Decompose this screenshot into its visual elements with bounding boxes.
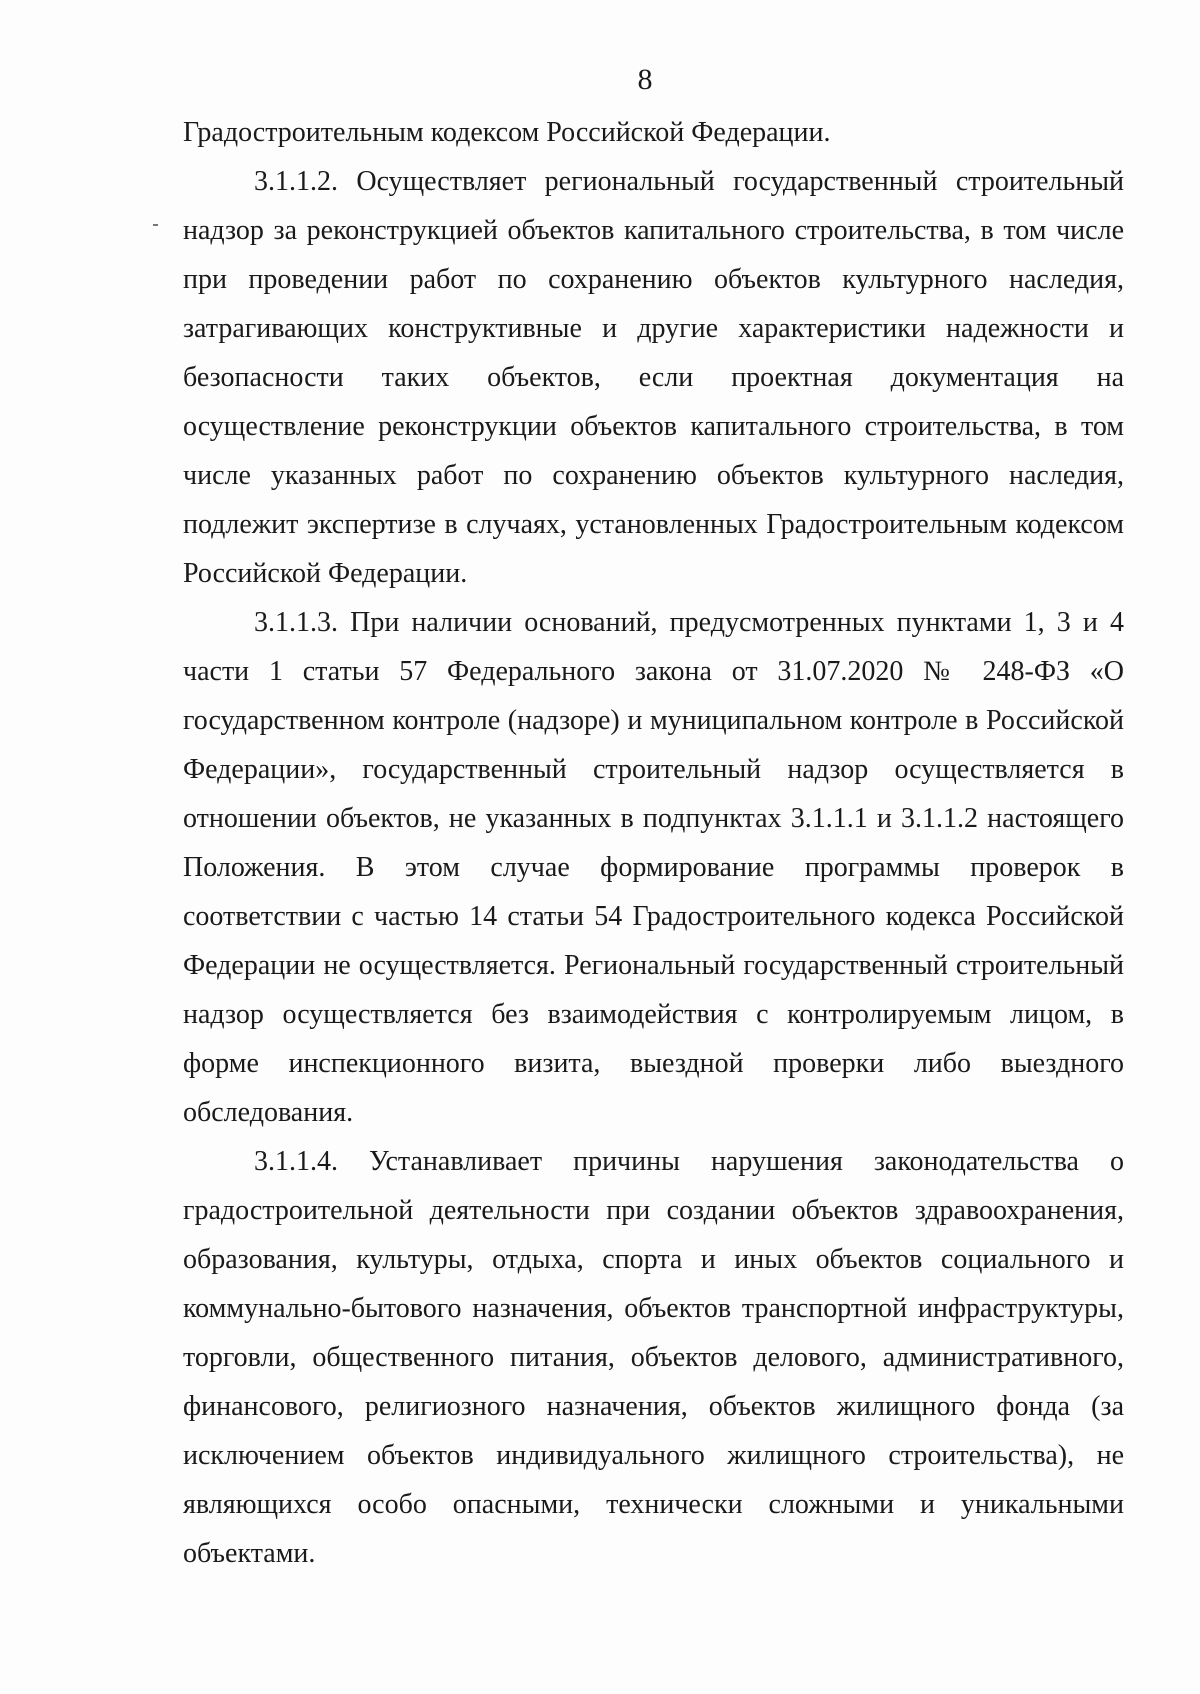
paragraph-3-1-1-4: 3.1.1.4. Устанавливает причины нарушения законодательства о градостроительной деятельности при создании объектов здравоохранения, образования, культуры, отдыха, спорта и иных объектов социального и коммунально-бытового назначения, объектов транспортной инфраструктуры, торговли, общественного питания, объектов делового, административного, финансового, религиозного назначения, объектов жилищного фонда (за исключением объектов индивидуального жилищного строительства), не являющихся особо опасными, технически сложными и уникальными объектами. xyxy=(183,1146,1124,1569)
page-number: 8 xyxy=(637,63,653,96)
document-body xyxy=(183,108,1124,1578)
scan-mark xyxy=(153,224,158,226)
paragraph-continuation: Градостроительным кодексом Российской Федерации. xyxy=(183,117,831,148)
paragraph-3-1-1-2: 3.1.1.2. Осуществляет региональный государственный строительный надзор за реконструкцией объектов капитального строительства, в том числе при проведении работ по сохранению объектов культурного наследия, затрагивающих конструктивные и другие характеристики надежности и безопасности таких объектов, если проектная документация на осуществление реконструкции объектов капитального строительства, в том числе указанных работ по сохранению объектов культурного наследия, подлежит экспертизе в случаях, установленных Градостроительным кодексом Российской Федерации. xyxy=(183,166,1124,589)
paragraph-3-1-1-3: 3.1.1.3. При наличии оснований, предусмотренных пунктами 1, 3 и 4 части 1 статьи 57 Федерального закона от 31.07.2020 № 248-ФЗ «О государственном контроле (надзоре) и муниципальном контроле в Российской Федерации», государственный строительный надзор осуществляется в отношении объектов, не указанных в подпунктах 3.1.1.1 и 3.1.1.2 настоящего Положения. В этом случае формирование программы проверок в соответствии с частью 14 статьи 54 Градостроительного кодекса Российской Федерации не осуществляется. Региональный государственный строительный надзор осуществляется без взаимодействия с контролируемым лицом, в форме инспекционного визита, выездной проверки либо выездного обследования. xyxy=(183,607,1124,1128)
